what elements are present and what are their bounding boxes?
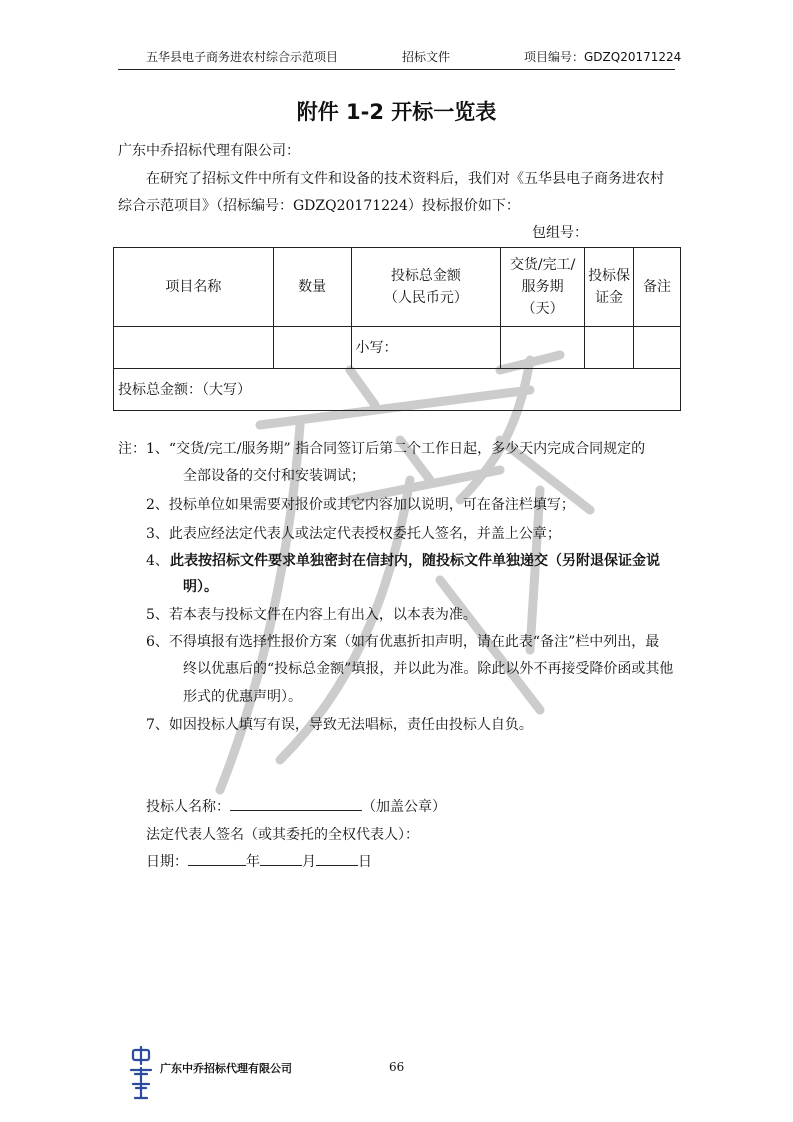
col-total-line2: （人民币元） (383, 290, 468, 306)
table-total-row (114, 369, 681, 411)
bid-table (113, 247, 681, 411)
col-delivery-period (501, 248, 585, 327)
col-quantity: 数量 (273, 248, 351, 327)
year-label: 年 (246, 854, 260, 870)
cell-delivery-period[interactable] (501, 327, 585, 369)
date-label: 日期： (146, 854, 188, 870)
cell-remarks[interactable] (634, 327, 681, 369)
note-3: 3、此表应经法定代表人或法定代表授权委托人签名，并盖上公章； (146, 526, 561, 542)
date-row (146, 851, 372, 871)
col-remarks: 备注 (634, 248, 681, 327)
col-delivery-line1: 交货/完工/ (509, 257, 576, 273)
note-2: 2、投标单位如果需要对报价或其它内容加以说明，可在备注栏填写； (146, 497, 575, 513)
total-uppercase-label: 投标总金额：（大写） (118, 381, 251, 398)
page-title: 附件 1-2 开标一览表 (296, 100, 497, 124)
day-label: 日 (358, 854, 372, 870)
addressee: 广东中乔招标代理有限公司： (118, 143, 300, 159)
header-project-number: 项目编号：GDZQ20171224 (524, 50, 682, 64)
bidder-name-field[interactable] (230, 796, 362, 811)
note-4-line-2: 明）。 (183, 579, 218, 595)
note-1-line-1: 1、“交货/完工/服务期” 指合同签订后第二个工作日起，多少天内完成合同规定的 (146, 441, 646, 457)
package-label: 包组号： (532, 225, 588, 241)
bidder-name-label: 投标人名称： (146, 799, 230, 815)
cell-quantity[interactable] (273, 327, 351, 369)
footer-company: 广东中乔招标代理有限公司 (160, 1062, 292, 1075)
date-month-field[interactable] (260, 851, 302, 866)
note-4-line-1: 此表按招标文件要求单独密封在信封内，随投标文件单独递交（另附退保证金说 (170, 553, 660, 569)
intro-line-1: 在研究了招标文件中所有文件和设备的技术资料后，我们对《五华县电子商务进农村 (146, 171, 664, 187)
col-deposit-line1: 投标保 (588, 268, 631, 284)
note-5: 5、若本表与投标文件在内容上有出入，以本表为准。 (146, 607, 477, 623)
intro-line-2: 综合示范项目》（招标编号：GDZQ20171224）投标报价如下： (118, 198, 520, 214)
cell-bid-deposit[interactable] (585, 327, 634, 369)
header-divider (118, 69, 675, 70)
note-1-line-2: 全部设备的交付和安装调试； (183, 468, 365, 484)
cell-lowercase-amount[interactable] (351, 327, 501, 369)
table-header-row (114, 248, 681, 327)
seal-note: （加盖公章） (362, 799, 446, 815)
col-total-line1: 投标总金额 (390, 268, 461, 284)
note-4-number: 4、 (146, 553, 169, 569)
month-label: 月 (302, 854, 316, 870)
header-project: 五华县电子商务进农村综合示范项目 (146, 50, 339, 64)
note-6-line-1: 6、不得填报有选择性报价方案（如有优惠折扣声明，请在此表“备注”栏中列出，最 (146, 634, 660, 650)
col-total-amount (351, 248, 501, 327)
page-number: 66 (389, 1060, 405, 1074)
col-project-name: 项目名称 (114, 248, 274, 327)
note-6-line-3: 形式的优惠声明）。 (183, 689, 302, 705)
table-row (114, 327, 681, 369)
cell-total-uppercase[interactable] (114, 369, 681, 411)
date-day-field[interactable] (316, 851, 358, 866)
col-delivery-line2: 服务期 (521, 279, 564, 295)
col-deposit-line2: 证金 (595, 290, 624, 306)
header-doc-type: 招标文件 (402, 50, 451, 64)
col-bid-deposit (585, 248, 634, 327)
cell-project-name[interactable] (114, 327, 274, 369)
company-logo-icon (127, 1046, 155, 1102)
notes-prefix: 注： (118, 441, 146, 457)
date-year-field[interactable] (188, 851, 246, 866)
col-delivery-line3: （天） (521, 301, 564, 317)
note-6-line-2: 终以优惠后的“投标总金额”填报，并以此为准。除此以外不再接受降价函或其他 (183, 661, 674, 677)
bidder-name-row (146, 796, 446, 816)
note-7: 7、如因投标人填写有误，导致无法唱标，责任由投标人自负。 (146, 717, 533, 733)
lowercase-label: 小写： (355, 339, 398, 356)
legal-representative: 法定代表人签名（或其委托的全权代表人）： (146, 827, 419, 843)
